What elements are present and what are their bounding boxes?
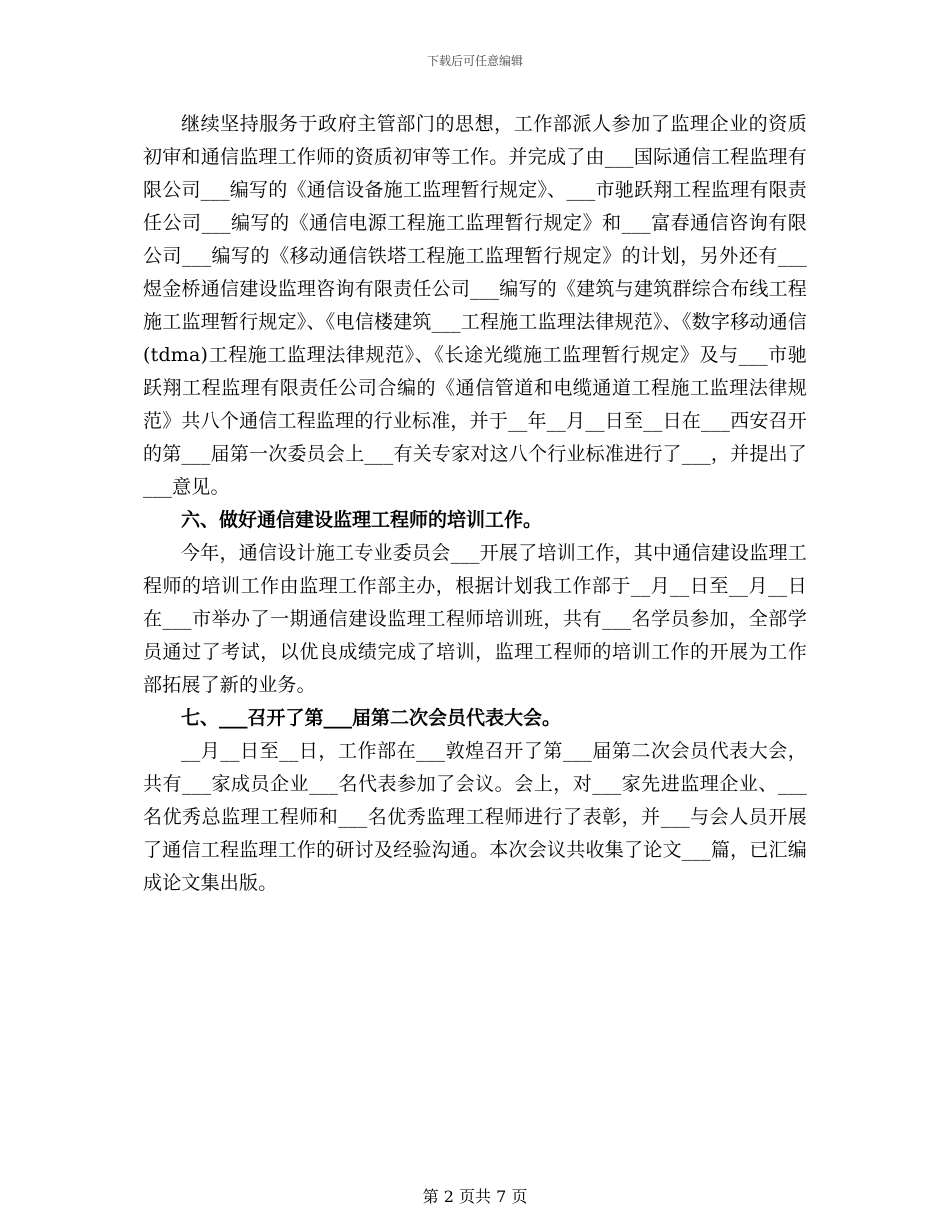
paragraph-congress: __月__日至__日，工作部在___敦煌召开了第___届第二次会员代表大会，共有___家成员企业___名代表参加了会议。会上，对___家先进监理企业、___名优秀总监理工程师和___名优秀监理工程师进行了表彰，并___与会人员开展了通信工程监理工作的研讨及经验沟通。本次会议共收集了论文___篇，已汇编成论文集出版。 (143, 740, 807, 894)
page-number-footer: 第 2 页共 7 页 (422, 1187, 528, 1206)
paragraph-training: 今年，通信设计施工专业委员会___开展了培训工作，其中通信建设监理工程师的培训工作由监理工作部主办，根据计划我工作部于__月__日至__月__日在___市举办了一期通信建设监理工程师培训班，共有___名学员参加，全部学员通过了考试，以优良成绩完成了培训，监理工程师的培训工作的开展为工作部拓展了新的业务。 (143, 542, 807, 696)
section-heading-training: 六、做好通信建设监理工程师的培训工作。 (181, 509, 543, 531)
paragraph-supervision-standards: 继续坚持服务于政府主管部门的思想，工作部派人参加了监理企业的资质初审和通信监理工作师的资质初审等工作。并完成了由___国际通信工程监理有限公司___编写的《通信设备施工监理暂行规定》、___市驰跃翔工程监理有限责任公司___编写的《通信电源工程施工监理暂行规定》和___富春通信咨询有限公司___编写的《移动通信铁塔工程施工监理暂行规定》的计划，另外还有___煜金桥通信建设监理咨询有限责任公司___编写的《建筑与建筑群综合布线工程施工监理暂行规定》、《电信楼建筑___工程施工监理法律规范》、《数字移动通信(tdma)工程施工监理法律规范》、《长途光缆施工监理暂行规定》及与___市驰跃翔工程监理有限责任公司合编的《通信管道和电缆通道工程施工监理法律规范》共八个通信工程监理的行业标准，并于__年__月__日至__日在___西安召开的第___届第一次委员会上___有关专家对这八个行业标准进行了___，并提出了___意见。 (143, 113, 807, 498)
page-header: 下载后可任意编辑 (426, 54, 523, 68)
section-heading-congress: 七、___召开了第___届第二次会员代表大会。 (181, 707, 562, 729)
document-body (143, 108, 807, 900)
